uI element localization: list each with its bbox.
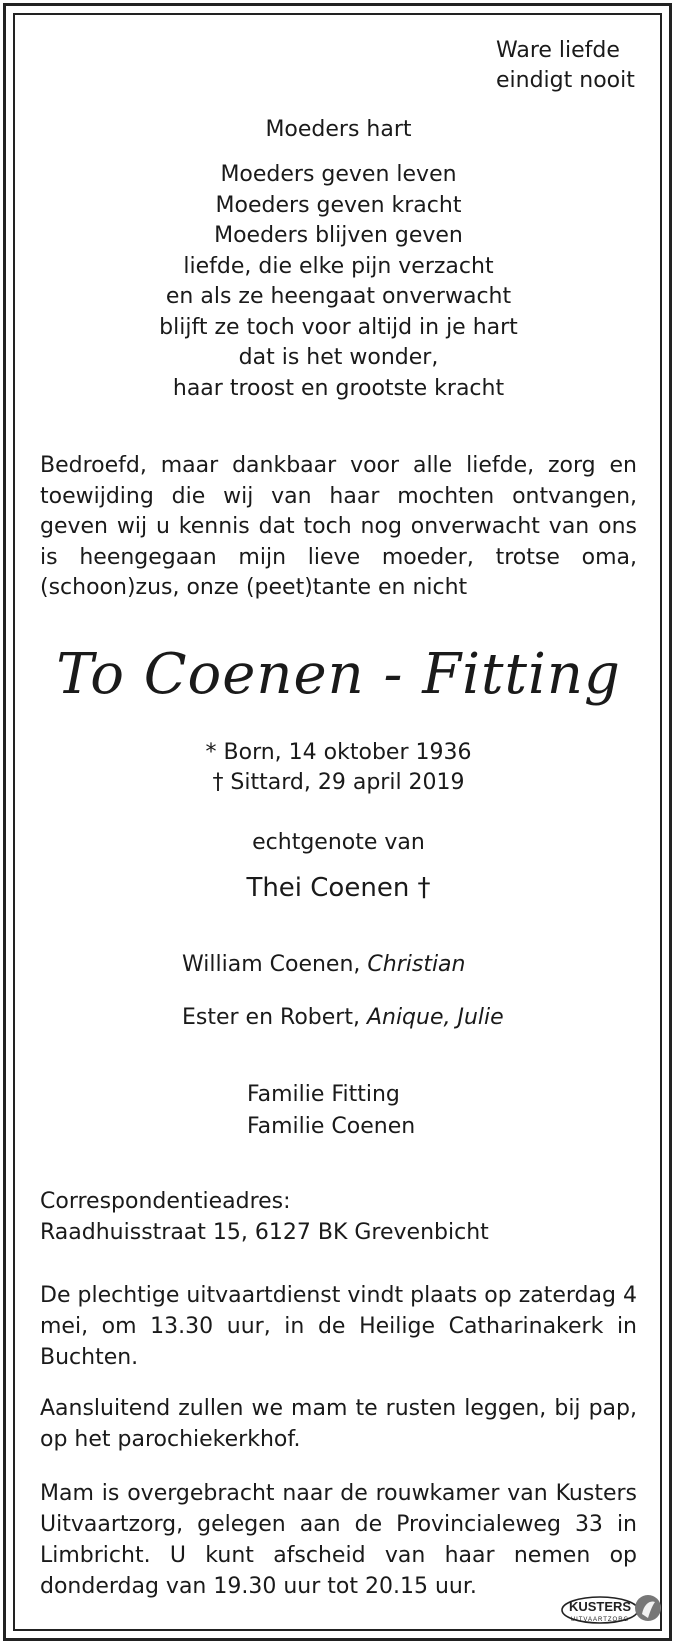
poem-line: haar troost en grootste kracht — [172, 375, 505, 401]
poem-line: liefde, die elke pijn verzacht — [183, 253, 494, 279]
family-name: Ester en Robert, — [182, 1005, 367, 1030]
death-date: † Sittard, 29 april 2019 — [212, 770, 465, 795]
poem-line: Moeders blijven geven — [214, 223, 463, 248]
family-partner: Anique, Julie — [366, 1005, 504, 1030]
poem-line: en als ze heengaat onverwacht — [165, 284, 512, 309]
spouse-name: Thei Coenen † — [246, 873, 431, 903]
poem-line: Moeders geven kracht — [215, 192, 462, 218]
kusters-logo — [560, 1592, 664, 1628]
dates — [40, 738, 637, 798]
family-member — [182, 1003, 504, 1033]
kusters-logo-icon — [560, 1592, 664, 1628]
correspondence-label: Correspondentieadres: — [40, 1189, 291, 1214]
poem-title: Moeders hart — [265, 117, 412, 142]
motto — [496, 36, 635, 96]
service-text: De plechtige uitvaartdienst vindt plaats op zaterdag 4 mei, om 13.30 uur, in de Heilige Catharinakerk in Buchten. — [40, 1283, 637, 1370]
correspondence — [40, 1186, 637, 1248]
family-member — [182, 950, 465, 980]
motto-line: Ware liefde — [496, 38, 620, 63]
poem-line: blijft ze toch voor altijd in je hart — [159, 314, 518, 340]
family-partner: Christian — [367, 952, 466, 977]
birth-date: * Born, 14 oktober 1936 — [205, 740, 472, 765]
poem-line: Moeders geven leven — [220, 162, 457, 187]
intro-text: Bedroefd, maar dankbaar voor alle liefde, zorg en toewijding die wij van haar mochten ontvangen, geven wij u kennis dat toch nog onverwacht van ons is heengegaan mijn lieve moeder, trotse oma, (schoon)zus, onze (peet)tante en nicht — [40, 453, 637, 600]
burial-text: Aansluitend zullen we mam te rusten leggen, bij pap, op het parochiekerkhof. — [40, 1396, 637, 1452]
motto-line: eindigt nooit — [496, 68, 635, 93]
spouse-label: echtgenote van — [252, 830, 425, 855]
relative-family: Familie Coenen — [247, 1114, 416, 1139]
poem-line: dat is het wonder, — [238, 345, 439, 370]
rouwkamer-text: Mam is overgebracht naar de rouwkamer van Kusters Uitvaartzorg, gelegen aan de Provincialeweg 33 in Limbricht. U kunt afscheid van haar nemen op donderdag van 19.30 uur tot 20.15 uur. — [40, 1481, 637, 1599]
correspondence-address: Raadhuisstraat 15, 6127 BK Grevenbicht — [40, 1220, 489, 1245]
svg-text:UITVAARTZORG: UITVAARTZORG — [570, 1617, 630, 1623]
family-name: William Coenen, — [182, 952, 368, 977]
poem — [40, 160, 637, 404]
relative-family: Familie Fitting — [247, 1082, 400, 1107]
svg-text:KUSTERS: KUSTERS — [568, 1599, 632, 1614]
deceased-name: To Coenen - Fitting — [56, 642, 621, 707]
